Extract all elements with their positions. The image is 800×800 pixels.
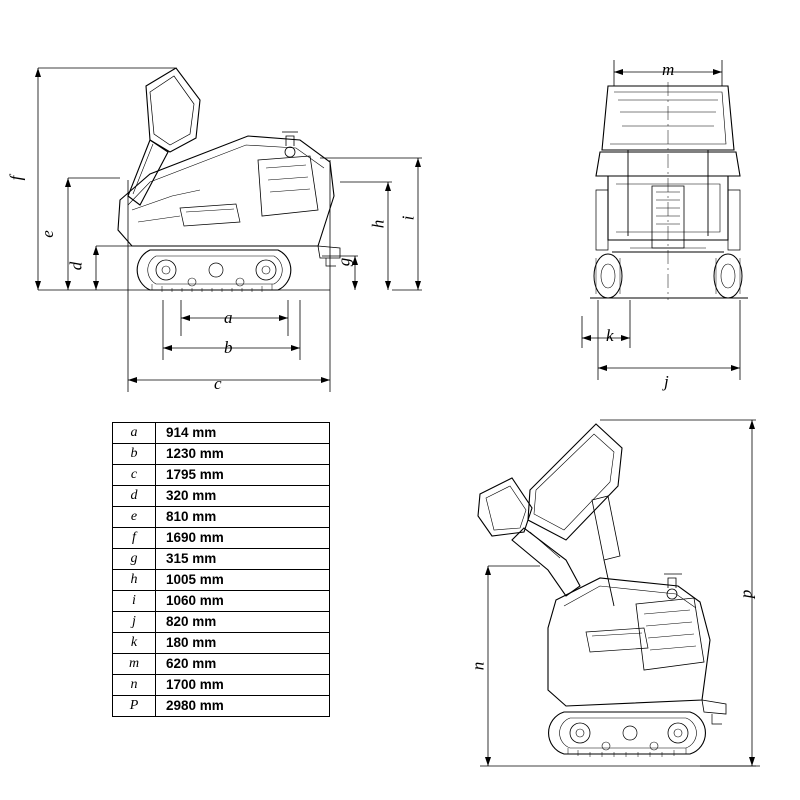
dim-label-j: j [664,372,669,391]
table-row [113,612,330,633]
side-view-machine [118,68,340,292]
dim-label-a: a [224,308,233,327]
spec-table-body [113,423,330,717]
dim-label-e: e [37,230,57,238]
spec-value: 820 mm [156,612,330,633]
tipping-view-machine [478,424,726,757]
spec-value: 1230 mm [156,444,330,465]
spec-value: 320 mm [156,486,330,507]
spec-key: P [113,696,156,717]
spec-value: 180 mm [156,633,330,654]
spec-value: 1795 mm [156,465,330,486]
spec-value: 1700 mm [156,675,330,696]
spec-key: b [113,444,156,465]
dim-label-k: k [606,326,614,345]
dim-label-f: f [6,175,26,181]
spec-key: e [113,507,156,528]
spec-value: 1005 mm [156,570,330,591]
table-row [113,591,330,612]
spec-value: 2980 mm [156,696,330,717]
dim-label-m: m [662,60,675,79]
spec-value: 1060 mm [156,591,330,612]
table-row [113,465,330,486]
dim-label-b: b [224,338,233,357]
dim-label-n: n [468,661,488,671]
dim-label-g: g [334,257,354,267]
dim-label-d: d [66,261,86,271]
spec-key: f [113,528,156,549]
table-row [113,549,330,570]
spec-key: d [113,486,156,507]
dimension-spec-table [112,422,330,717]
spec-value: 914 mm [156,423,330,444]
table-row [113,654,330,675]
table-row [113,528,330,549]
table-row [113,633,330,654]
spec-key: i [113,591,156,612]
spec-key: h [113,570,156,591]
spec-key: a [113,423,156,444]
table-row [113,507,330,528]
table-row [113,444,330,465]
table-row [113,675,330,696]
front-view-machine [590,86,748,298]
spec-key: g [113,549,156,570]
table-row [113,423,330,444]
dim-label-p: p [736,589,756,599]
table-row [113,486,330,507]
spec-key: k [113,633,156,654]
dim-label-i: i [398,215,418,221]
spec-key: j [113,612,156,633]
spec-key: n [113,675,156,696]
dim-label-h: h [368,219,388,229]
spec-key: c [113,465,156,486]
spec-value: 315 mm [156,549,330,570]
dim-label-c: c [214,374,222,393]
table-row [113,696,330,717]
spec-value: 1690 mm [156,528,330,549]
spec-value: 810 mm [156,507,330,528]
spec-value: 620 mm [156,654,330,675]
table-row [113,570,330,591]
spec-key: m [113,654,156,675]
